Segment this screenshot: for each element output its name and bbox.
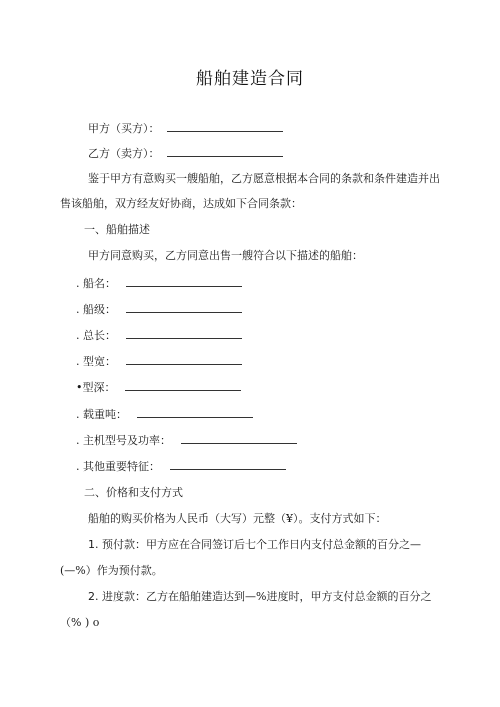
field-deadweight xyxy=(76,407,253,422)
party-a-label: 甲方（买方）： xyxy=(88,122,160,135)
field-blank xyxy=(126,328,242,339)
field-length-overall xyxy=(76,328,242,343)
item-2 xyxy=(88,590,431,604)
section1-intro: 甲方同意购买，乙方同意出售一艘符合以下描述的船舶： xyxy=(88,249,363,262)
section1-heading: 一、船舶描述 xyxy=(84,223,150,236)
field-label: . 船级： xyxy=(76,303,116,316)
item-1-continued: (—%）作为预付款。 xyxy=(60,564,163,577)
field-label: . 载重吨： xyxy=(76,408,127,421)
preamble-line-1: 鉴于甲方有意购买一艘船舶，乙方愿意根据本合同的条款和条件建造并出 xyxy=(88,172,440,185)
field-blank xyxy=(126,354,242,365)
party-b-blank xyxy=(167,146,283,157)
field-blank xyxy=(125,380,241,391)
field-moulded-depth xyxy=(76,380,241,395)
field-moulded-breadth xyxy=(76,354,242,369)
section2-heading: 二、价格和支付方式 xyxy=(84,486,183,499)
item-text: . 预付款：甲方应在合同签订后七个工作日内支付总金额的百分之— xyxy=(95,538,421,551)
item-2-continued: （% ) o xyxy=(60,616,100,629)
field-main-engine xyxy=(76,433,297,448)
field-blank xyxy=(126,276,242,287)
field-ship-class xyxy=(76,302,242,317)
party-a-blank xyxy=(167,121,283,132)
party-a-line xyxy=(88,121,283,136)
field-label: . 型宽： xyxy=(76,355,116,368)
field-blank xyxy=(170,459,286,470)
field-label: . 总长： xyxy=(76,329,116,342)
field-blank xyxy=(126,302,242,313)
field-blank xyxy=(137,407,253,418)
field-label: . 主机型号及功率： xyxy=(76,434,171,447)
item-text: . 进度款：乙方在船舶建造达到—%进度时，甲方支付总金额的百分之 xyxy=(95,590,432,603)
field-blank xyxy=(181,433,297,444)
party-b-label: 乙方（卖方）： xyxy=(88,147,160,160)
field-label: . 其他重要特征： xyxy=(76,460,160,473)
preamble-line-2: 售该船舶，双方经友好协商，达成如下合同条款： xyxy=(60,197,302,210)
field-label: •型深： xyxy=(76,381,116,394)
field-ship-name xyxy=(76,276,242,291)
section2-intro: 船舶的购买价格为人民币（大写）元整（¥）。支付方式如下： xyxy=(88,512,387,525)
document-title: 船舶建造合同 xyxy=(196,69,304,89)
item-number: 1 xyxy=(88,538,95,551)
field-label: . 船名： xyxy=(76,277,116,290)
item-1 xyxy=(88,538,421,552)
item-number: 2 xyxy=(88,590,95,603)
field-other-features xyxy=(76,459,286,474)
party-b-line xyxy=(88,146,283,161)
